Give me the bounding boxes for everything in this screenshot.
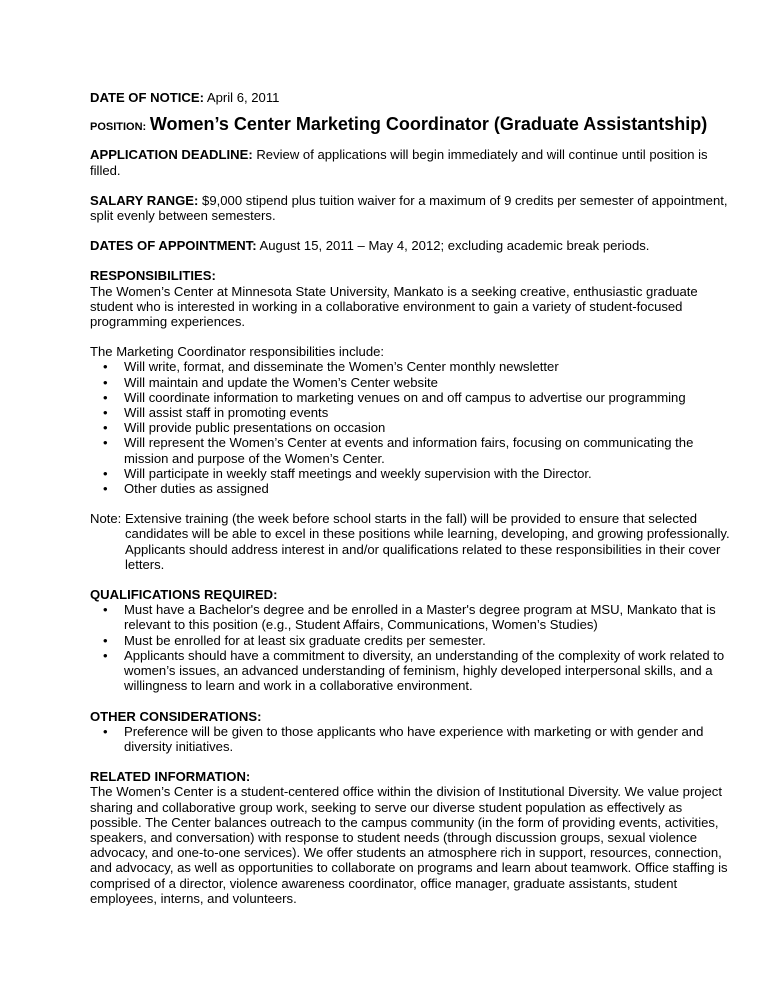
date-of-notice-value: April 6, 2011 <box>206 90 280 105</box>
list-item-text: Will write, format, and disseminate the Women’s Center monthly newsletter <box>124 359 559 375</box>
list-item-text: Will coordinate information to marketing venues on and off campus to advertise our programming <box>124 389 686 405</box>
bullet-icon: • <box>103 405 108 421</box>
responsibilities-list-intro: The Marketing Coordinator responsibilities include: <box>90 344 385 360</box>
list-item-text: Other duties as assigned <box>124 481 269 497</box>
list-item <box>90 435 730 465</box>
list-item-text: Will participate in weekly staff meetings and weekly supervision with the Director. <box>124 465 592 481</box>
bullet-icon: • <box>103 389 108 405</box>
dates-of-appointment-label: DATES OF APPOINTMENT: <box>90 238 257 254</box>
date-of-notice-label: DATE OF NOTICE: <box>90 90 204 105</box>
list-item <box>90 648 730 694</box>
list-item <box>90 375 730 390</box>
list-item <box>90 481 730 496</box>
other-considerations-section <box>90 709 730 755</box>
list-item <box>90 724 730 754</box>
list-item-text: Applicants should have a commitment to diversity, an understanding of the complexity of work related to women’s issues, an advanced understanding of feminism, highly developed interpersonal skills, and a willingness to learn and work in a collaborative environment. <box>124 647 725 694</box>
note-text: Extensive training (the week before school starts in the fall) will be provided to ensure that selected candidates will be able to excel in these positions while learning, developing, and growing professionally. Applicants should address interest in and/or qualifications related to these responsibilities in their cover letters. <box>125 511 730 572</box>
list-item-text: Will provide public presentations on occasion <box>124 420 386 436</box>
list-item <box>90 405 730 420</box>
position-title: Women’s Center Marketing Coordinator (Graduate Assistantship) <box>149 114 708 135</box>
bullet-icon: • <box>103 481 108 497</box>
other-considerations-list <box>90 724 730 754</box>
responsibilities-heading: RESPONSIBILITIES: <box>90 268 216 284</box>
qualifications-list <box>90 602 730 693</box>
list-item-text: Will assist staff in promoting events <box>124 405 329 421</box>
list-item <box>90 466 730 481</box>
list-item <box>90 359 730 374</box>
list-item-text: Will maintain and update the Women’s Center website <box>124 374 438 390</box>
responsibilities-list <box>90 359 730 496</box>
list-item <box>90 633 730 648</box>
note <box>90 511 730 572</box>
other-considerations-heading: OTHER CONSIDERATIONS: <box>90 708 262 724</box>
bullet-icon: • <box>103 632 108 648</box>
list-item <box>90 390 730 405</box>
bullet-icon: • <box>103 435 108 451</box>
related-information-section <box>90 769 730 906</box>
related-information-text: The Women’s Center is a student-centered office within the division of Institutional Diversity. We value project sharing and collaborative group work, seeking to serve our diverse student population as effectively as possible. The Center balances outreach to the campus community (in the form of providing events, activities, speakers, and conversation) with response to student needs (through discussion groups, sexual violence advocacy, and one-to-one services). We offer students an atmosphere rich in support, resources, connection, and advocacy, as well as opportunities to collaborate on programs and learn about teamwork. Office staffing is comprised of a director, violence awareness coordinator, office manager, graduate assistants, student employees, interns, and volunteers. <box>90 784 728 906</box>
bullet-icon: • <box>103 420 108 436</box>
list-item <box>90 420 730 435</box>
list-item-text: Will represent the Women’s Center at events and information fairs, focusing on communicating the mission and purpose of the Women’s Center. <box>124 435 694 466</box>
responsibilities-section <box>90 268 730 496</box>
qualifications-section <box>90 587 730 693</box>
bullet-icon: • <box>103 465 108 481</box>
dates-of-appointment-value: August 15, 2011 – May 4, 2012; excluding academic break periods. <box>259 238 650 254</box>
date-of-notice <box>90 90 730 105</box>
responsibilities-intro: The Women’s Center at Minnesota State University, Mankato is a seeking creative, enthusiastic graduate student who is interested in working in a collaborative environment to gain a variety of student-focused programming experiences. <box>90 283 698 330</box>
application-deadline-label: APPLICATION DEADLINE: <box>90 147 253 163</box>
application-deadline <box>90 147 730 177</box>
qualifications-heading: QUALIFICATIONS REQUIRED: <box>90 587 278 603</box>
bullet-icon: • <box>103 374 108 390</box>
position-label: POSITION: <box>90 121 147 134</box>
position-line <box>90 114 730 135</box>
list-item-text: Must be enrolled for at least six graduate credits per semester. <box>124 632 486 648</box>
list-item <box>90 602 730 632</box>
bullet-icon: • <box>103 647 108 663</box>
list-item-text: Preference will be given to those applicants who have experience with marketing or with gender and diversity initiatives. <box>124 723 704 754</box>
bullet-icon: • <box>103 602 108 618</box>
salary-range <box>90 193 730 223</box>
dates-of-appointment <box>90 238 730 253</box>
related-information-heading: RELATED INFORMATION: <box>90 769 251 785</box>
salary-range-value: $9,000 stipend plus tuition waiver for a maximum of 9 credits per semester of appointment, split evenly between semesters. <box>90 192 728 224</box>
note-label: Note: <box>90 511 122 527</box>
list-item-text: Must have a Bachelor's degree and be enrolled in a Master's degree program at MSU, Mankato that is relevant to this position (e.g., Student Affairs, Communications, Women’s Studies) <box>124 602 716 633</box>
bullet-icon: • <box>103 359 108 375</box>
salary-range-label: SALARY RANGE: <box>90 192 199 208</box>
application-deadline-value: Review of applications will begin immediately and will continue until position is filled. <box>90 147 708 178</box>
bullet-icon: • <box>103 723 108 739</box>
document-body <box>90 90 730 906</box>
